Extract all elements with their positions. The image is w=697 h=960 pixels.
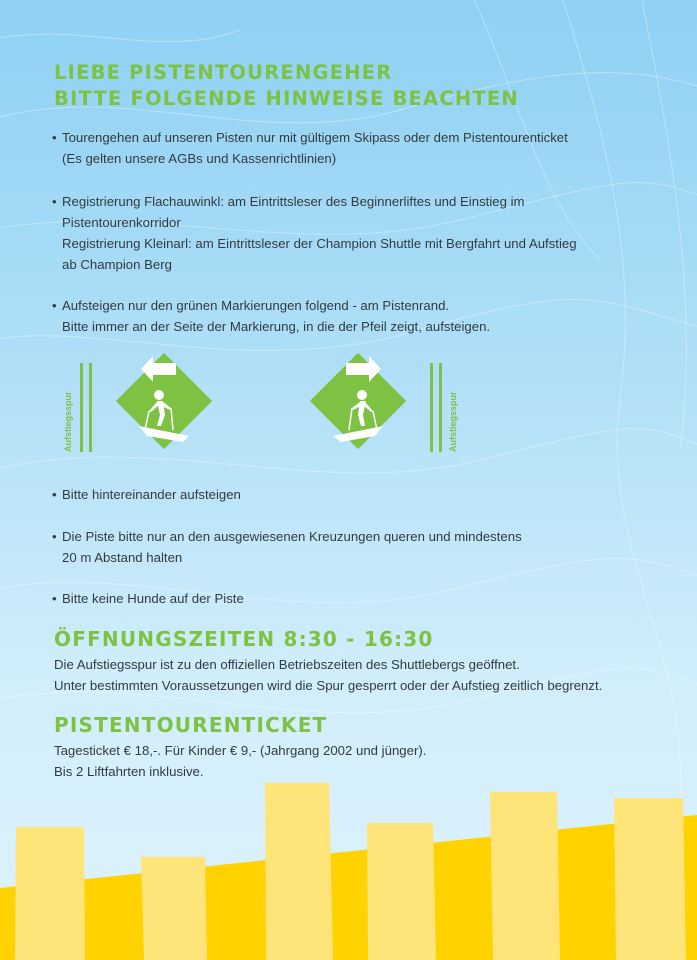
bullet-markierungen-line1: Aufsteigen nur den grünen Markierungen folgend - am Pistenrand. (62, 298, 450, 313)
yellow-block-2 (141, 857, 207, 960)
bullet-skipass-line1: Tourengehen auf unseren Pisten nur mit gültigem Skipass oder dem Pistentourenticket (62, 130, 568, 145)
main-heading-line2: BITTE FOLGENDE HINWEISE BEACHTEN (54, 87, 519, 110)
bullet-dot: • (52, 130, 57, 145)
bullet-hintereinander (52, 484, 241, 505)
bullet-skipass (52, 127, 568, 169)
bottom-yellow-blocks (0, 770, 697, 960)
bullet-registrierung-line1: Registrierung Flachauwinkl: am Eintrittsleser des Beginnerliftes und Einstieg im (62, 194, 525, 209)
bullet-kreuzungen-line1: Die Piste bitte nur an den ausgewiesenen Kreuzungen queren und mindestens (62, 529, 522, 544)
track-line-left-2 (89, 363, 92, 452)
yellow-block-3 (265, 783, 333, 960)
sign-label-left: Aufstiegsspur (63, 391, 73, 452)
yellow-block-4 (367, 823, 436, 960)
yellow-band (0, 815, 697, 960)
bullet-registrierung-line3: Registrierung Kleinarl: am Eintrittsleser der Champion Shuttle mit Bergfahrt und Aufstieg (62, 236, 577, 251)
bullet-kreuzungen-line2: 20 m Abstand halten (62, 550, 183, 565)
ticket-text-line2: Bis 2 Liftfahrten inklusive. (54, 764, 204, 779)
bullet-registrierung-line4: ab Champion Berg (62, 257, 172, 272)
sign-label-right: Aufstiegsspur (448, 391, 458, 452)
hiker-arrow-right-icon (307, 350, 409, 452)
bullet-hintereinander-line1: Bitte hintereinander aufsteigen (62, 487, 241, 502)
hiker-arrow-left-icon (113, 350, 215, 452)
bullet-kreuzungen (52, 526, 522, 568)
track-line-left-1 (80, 363, 83, 452)
bullet-registrierung-line2: Pistentourenkorridor (62, 215, 181, 230)
bullet-hunde-line1: Bitte keine Hunde auf der Piste (62, 591, 244, 606)
hours-text-line1: Die Aufstiegsspur ist zu den offiziellen Betriebszeiten des Shuttlebergs geöffnet. (54, 657, 520, 672)
bullet-skipass-line2: (Es gelten unsere AGBs und Kassenrichtlinien) (62, 151, 337, 166)
bullet-markierungen-line2: Bitte immer an der Seite der Markierung, in die der Pfeil zeigt, aufsteigen. (62, 319, 491, 334)
yellow-block-5 (490, 792, 560, 960)
track-line-right-1 (430, 363, 433, 452)
bullet-dot: • (52, 298, 57, 313)
bullet-dot: • (52, 529, 57, 544)
hours-text-line2: Unter bestimmten Voraussetzungen wird die Spur gesperrt oder der Aufstieg zeitlich begrenzt. (54, 678, 603, 693)
track-line-right-2 (439, 363, 442, 452)
main-heading-line1: LIEBE PISTENTOURENGEHER (54, 61, 393, 84)
bullet-markierungen (52, 295, 490, 337)
bullet-dot: • (52, 591, 57, 606)
ticket-heading: PISTENTOURENTICKET (54, 713, 328, 737)
hours-heading: ÖFFNUNGSZEITEN 8:30 - 16:30 (54, 627, 434, 651)
yellow-block-6 (614, 798, 686, 960)
bullet-dot: • (52, 487, 57, 502)
bullet-registrierung (52, 191, 577, 275)
main-heading (54, 60, 519, 112)
bullet-hunde (52, 588, 244, 609)
yellow-block-1 (15, 827, 85, 960)
ticket-text-line1: Tagesticket € 18,-. Für Kinder € 9,- (Jahrgang 2002 und jünger). (54, 743, 427, 758)
bullet-dot: • (52, 194, 57, 209)
hours-text (54, 654, 602, 696)
